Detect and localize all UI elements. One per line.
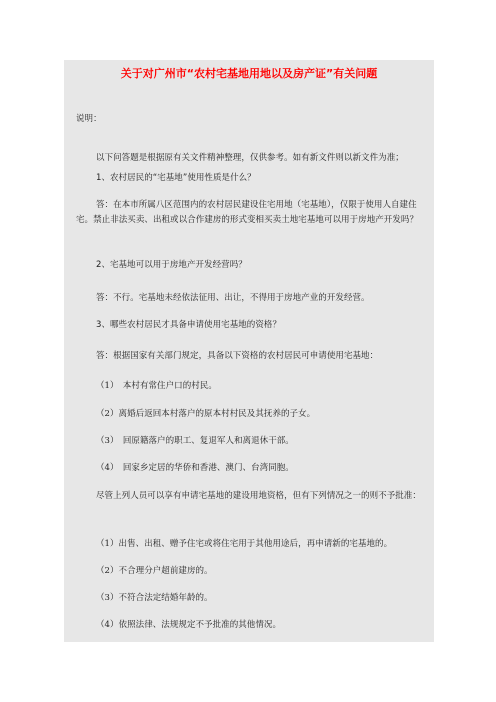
- answer-2: 答：不行。宅基地未经依法征用、出让，不得用于房地产业的开发经营。: [96, 293, 370, 303]
- eligible-item-4: （4） 回家乡定居的华侨和香港、澳门、台湾同胞。: [96, 463, 294, 473]
- intro-text: 以下问答题是根据原有关文件精神整理，仅供参考。如有新文件则以新文件为准；: [96, 153, 404, 163]
- restriction-item-1: （1）出售、出租、赠予住宅或将住宅用于其他用途后，再申请新的宅基地的。: [96, 539, 393, 549]
- question-1: 1、农村居民的“宅基地”使用性质是什么？: [96, 173, 256, 183]
- eligible-item-2: （2）离婚后返回本村落户的原本村村民及其抚养的子女。: [96, 409, 316, 419]
- document-title: 关于对广州市“农村宅基地用地以及房产证”有关问题: [120, 67, 378, 80]
- restriction-item-3: （3）不符合法定结婚年龄的。: [96, 593, 213, 603]
- eligible-item-1: （1） 本村有常住户口的村民。: [96, 381, 217, 391]
- intro-heading: 说明：: [76, 114, 102, 124]
- restriction-text: 尽管上列人员可以享有申请宅基地的建设用地资格，但有下列情况之一的则不予批准：: [96, 491, 421, 501]
- restriction-item-2: （2）不合理分户超前建房的。: [96, 566, 213, 576]
- eligible-item-3: （3） 回原籍落户的职工、复退军人和离退休干部。: [96, 436, 294, 446]
- restriction-item-4: （4）依照法律、法规规定不予批准的其他情况。: [96, 620, 282, 630]
- answer-1: 答：在本市所属八区范围内的农村居民建设住宅用地（宅基地），仅限于使用人自建住宅。禁止非法买卖、出租或以合作建房的形式变相买卖土地宅基地可以用于房地产开发吗？: [76, 200, 419, 225]
- question-2: 2、宅基地可以用于房地产开发经营吗？: [96, 260, 247, 270]
- document-page: [64, 60, 434, 642]
- question-3: 3、哪些农村居民才具备申请使用宅基地的资格？: [96, 320, 282, 330]
- answer-3: 答：根据国家有关部门规定，具备以下资格的农村居民可申请使用宅基地：: [96, 351, 379, 361]
